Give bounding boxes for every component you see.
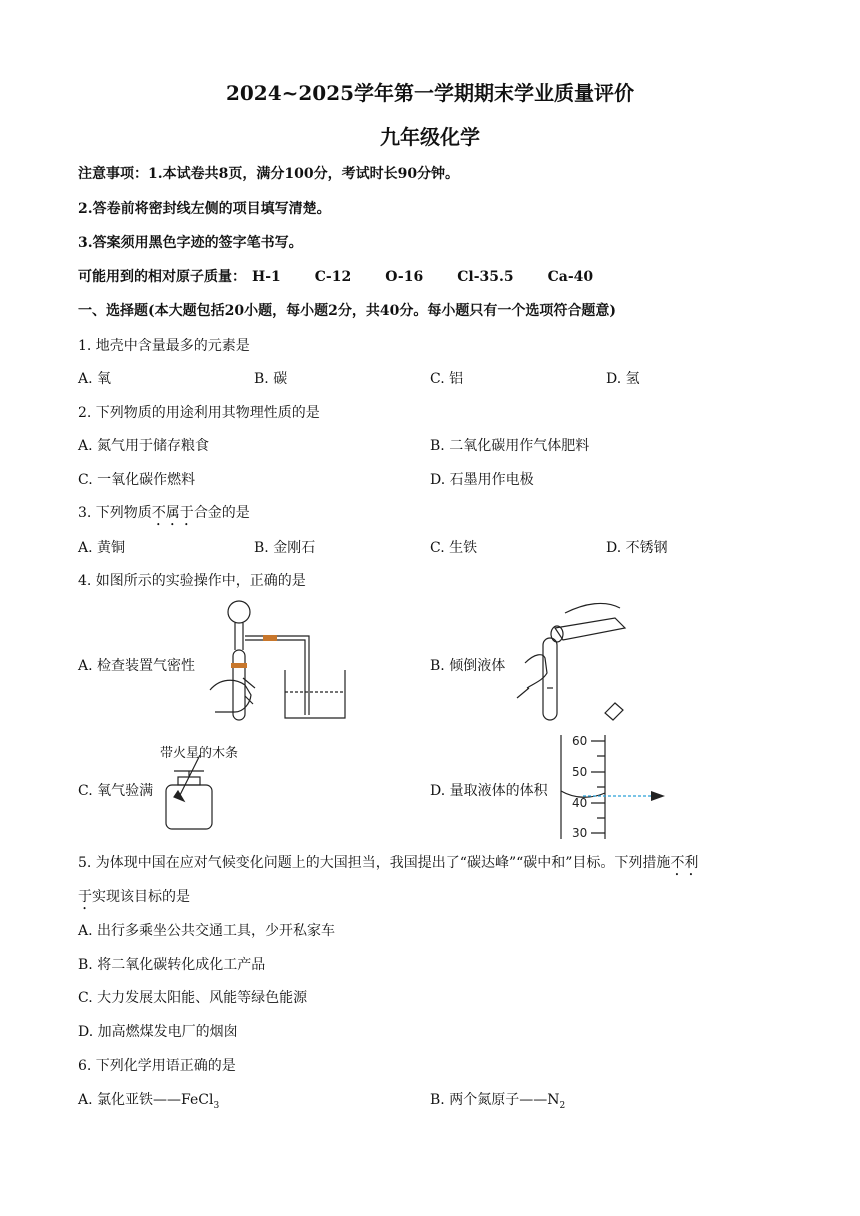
q3-stem-pre: 3. 下列物质 <box>78 505 152 521</box>
q4-c-caption: 带火星的木条 <box>160 746 239 761</box>
q1-option-b: B. 碳 <box>254 371 288 387</box>
q1-stem: 1. 地壳中含量最多的元素是 <box>78 338 250 354</box>
q4-option-d: D. 量取液体的体积 <box>430 783 548 799</box>
q3-option-d: D. 不锈钢 <box>606 540 668 556</box>
page-subtitle: 九年级化学 <box>380 125 480 149</box>
q6-option-b <box>430 1089 565 1111</box>
q5-stem-post: 实现该目标的是 <box>92 889 190 905</box>
note-3: 3.答案须用黑色字迹的签字笔书写。 <box>78 235 303 251</box>
section-heading: 一、选择题(本大题包括20小题，每小题2分，共40分。每小题只有一个选项符合题意) <box>78 303 616 319</box>
q2-option-d: D. 石墨用作电极 <box>430 472 534 488</box>
q5-stem-pre: 5. 为体现中国在应对气候变化问题上的大国担当，我国提出了“碳达峰”“碳中和”目标。下列措施 <box>78 855 671 871</box>
q6-option-a-text: A. 氯化亚铁——FeCl <box>78 1092 214 1108</box>
q3-option-c: C. 生铁 <box>430 540 478 556</box>
cylinder-tick-50: 50 <box>572 765 588 779</box>
mass-o: O-16 <box>385 269 424 285</box>
q6-option-b-text: B. 两个氮原子——N <box>430 1092 560 1108</box>
q2-option-c: C. 一氧化碳作燃料 <box>78 472 196 488</box>
q5-stem-emphasis-2: 于 <box>78 889 92 905</box>
mass-cl: Cl-35.5 <box>457 269 514 285</box>
cylinder-tick-40: 40 <box>572 796 588 810</box>
mass-ca: Ca-40 <box>547 269 594 285</box>
q5-option-d: D. 加高燃煤发电厂的烟囱 <box>78 1024 238 1040</box>
q4-stem: 4. 如图所示的实验操作中，正确的是 <box>78 573 306 589</box>
figure-pouring-liquid <box>515 598 635 726</box>
q3-option-b: B. 金刚石 <box>254 540 316 556</box>
q5-stem-emphasis: 不利 <box>670 855 699 871</box>
q3-stem-post: 合金的是 <box>193 505 250 521</box>
figure-graduated-cylinder <box>555 735 675 840</box>
figure-airtightness <box>205 600 365 725</box>
q4-option-a: A. 检查装置气密性 <box>78 658 196 674</box>
note-2: 2.答卷前将密封线左侧的项目填写清楚。 <box>78 201 331 217</box>
mass-c: C-12 <box>314 269 352 285</box>
cylinder-tick-60: 60 <box>572 734 588 748</box>
q3-option-a: A. 黄铜 <box>78 540 126 556</box>
q1-option-c: C. 铝 <box>430 371 464 387</box>
q4-option-c: C. 氧气验满 <box>78 783 154 799</box>
q1-option-a: A. 氧 <box>78 371 112 387</box>
q6-stem: 6. 下列化学用语正确的是 <box>78 1058 236 1074</box>
atomic-masses <box>78 266 627 286</box>
q5-stem-line2 <box>78 886 190 913</box>
q6-option-a <box>78 1089 219 1111</box>
q5-option-c: C. 大力发展太阳能、风能等绿色能源 <box>78 990 308 1006</box>
cylinder-tick-30: 30 <box>572 826 588 840</box>
q2-option-b: B. 二氧化碳用作气体肥料 <box>430 438 590 454</box>
q4-option-b: B. 倾倒液体 <box>430 658 506 674</box>
q2-option-a: A. 氮气用于储存粮食 <box>78 438 210 454</box>
q3-stem-emphasis: 不属于 <box>151 505 194 521</box>
note-1: 注意事项：1.本试卷共8页，满分100分，考试时长90分钟。 <box>78 166 460 182</box>
q5-option-a: A. 出行多乘坐公共交通工具，少开私家车 <box>78 923 336 939</box>
q1-option-d: D. 氢 <box>606 371 640 387</box>
atomic-masses-label: 可能用到的相对原子质量： <box>78 269 246 285</box>
q6-option-a-subscript: 3 <box>213 1100 220 1111</box>
q2-stem: 2. 下列物质的用途利用其物理性质的是 <box>78 405 320 421</box>
page-title: 2024~2025学年第一学期期末学业质量评价 <box>225 81 635 105</box>
mass-h: H-1 <box>252 269 281 285</box>
q3-stem <box>78 502 250 529</box>
figure-oxygen-test <box>160 765 220 833</box>
q5-option-b: B. 将二氧化碳转化成化工产品 <box>78 957 266 973</box>
q6-option-b-subscript: 2 <box>559 1100 566 1111</box>
q5-stem-line1 <box>78 852 698 879</box>
